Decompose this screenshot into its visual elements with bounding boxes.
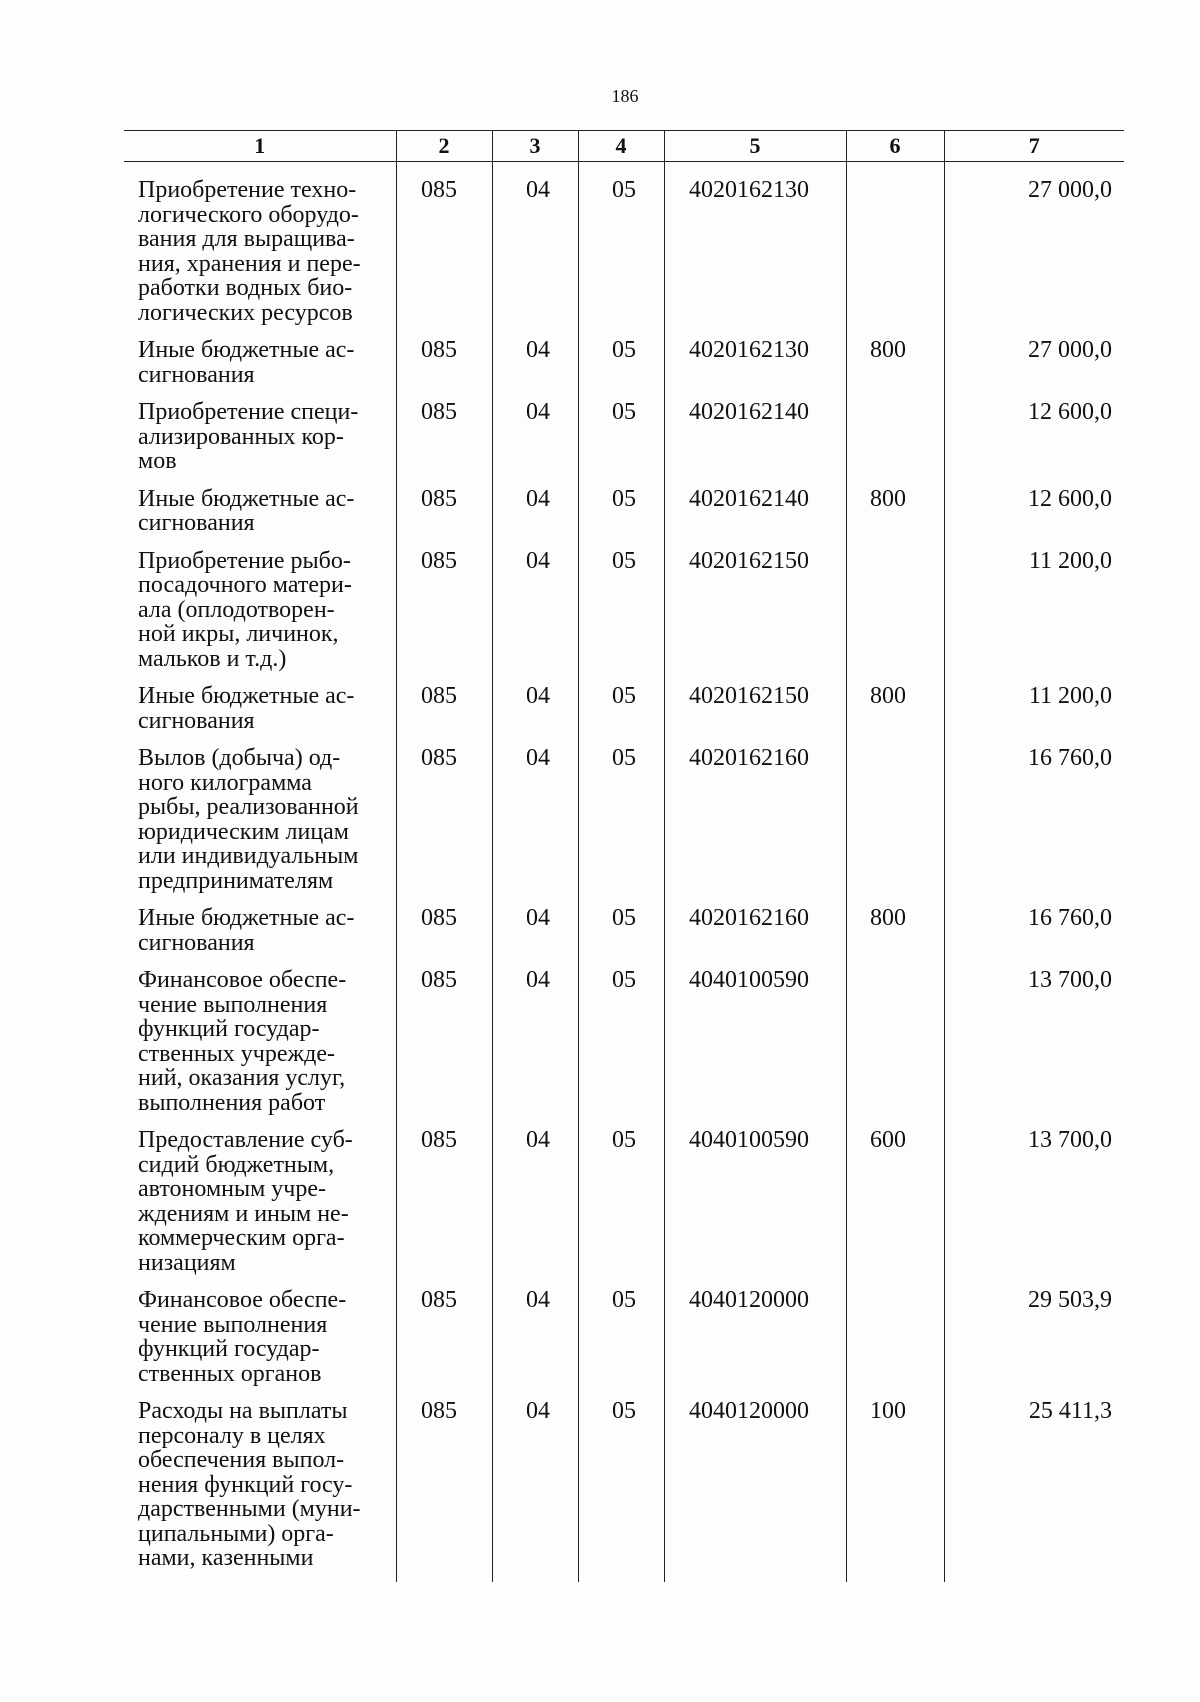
- target-article-cell: 4020162130: [664, 336, 846, 398]
- expense-type-cell: [846, 547, 944, 683]
- amount-cell: 12 600,0: [944, 485, 1124, 547]
- table-row: [124, 904, 1124, 966]
- section-code-cell: 04: [492, 1397, 578, 1582]
- page-number: 186: [611, 86, 639, 106]
- ministry-code-cell: 085: [396, 485, 492, 547]
- section-code-cell: 04: [492, 176, 578, 336]
- amount-cell: 16 760,0: [944, 904, 1124, 966]
- expense-name-cell: Иные бюджетные ас- сигнования: [138, 337, 355, 388]
- amount-cell: 25 411,3: [944, 1397, 1124, 1582]
- expense-name-cell: Иные бюджетные ас- сигнования: [138, 485, 355, 536]
- column-header: 7: [944, 131, 1124, 162]
- section-code-cell: 04: [492, 485, 578, 547]
- ministry-code-cell: 085: [396, 547, 492, 683]
- amount-cell: 11 200,0: [944, 547, 1124, 683]
- column-header: 4: [578, 131, 664, 162]
- ministry-code-cell: 085: [396, 966, 492, 1126]
- column-header: 3: [492, 131, 578, 162]
- ministry-code-cell: 085: [396, 336, 492, 398]
- expense-type-cell: 800: [846, 682, 944, 744]
- subsection-code-cell: 05: [578, 1126, 664, 1286]
- subsection-code-cell: 05: [578, 966, 664, 1126]
- subsection-code-cell: 05: [578, 682, 664, 744]
- table-row: [124, 547, 1124, 683]
- header-spacer: [124, 162, 1124, 177]
- table-row: [124, 682, 1124, 744]
- section-code-cell: 04: [492, 336, 578, 398]
- expense-name-cell: Предоставление суб- сидий бюджетным, автономным учре- ждениям и иным не- коммерческим орга- низациям: [138, 1127, 353, 1276]
- table-row: [124, 1126, 1124, 1286]
- expense-name-cell: Финансовое обеспе- чение выполнения функций государ- ственных учрежде- ний, оказания услуг, выполнения работ: [138, 967, 347, 1116]
- expense-name-cell: Иные бюджетные ас- сигнования: [138, 905, 355, 956]
- column-header: 1: [124, 131, 396, 162]
- expense-type-cell: [846, 398, 944, 485]
- table-row: [124, 744, 1124, 904]
- expense-type-cell: 800: [846, 485, 944, 547]
- subsection-code-cell: 05: [578, 1286, 664, 1397]
- expense-name-cell: Приобретение специ- ализированных кор- мов: [138, 399, 359, 474]
- ministry-code-cell: 085: [396, 398, 492, 485]
- ministry-code-cell: 085: [396, 1286, 492, 1397]
- subsection-code-cell: 05: [578, 904, 664, 966]
- amount-cell: 16 760,0: [944, 744, 1124, 904]
- table-row: [124, 336, 1124, 398]
- table-row: [124, 1397, 1124, 1582]
- ministry-code-cell: 085: [396, 682, 492, 744]
- amount-cell: 27 000,0: [944, 176, 1124, 336]
- budget-table: [124, 130, 1124, 1582]
- target-article-cell: 4020162130: [664, 176, 846, 336]
- target-article-cell: 4040120000: [664, 1397, 846, 1582]
- ministry-code-cell: 085: [396, 1126, 492, 1286]
- table-row: [124, 966, 1124, 1126]
- expense-name-cell: Приобретение техно- логического оборудо- вания для выращива- ния, хранения и пере- работки водных био- логических ресурсов: [138, 177, 361, 326]
- section-code-cell: 04: [492, 966, 578, 1126]
- amount-cell: 12 600,0: [944, 398, 1124, 485]
- amount-cell: 13 700,0: [944, 966, 1124, 1126]
- target-article-cell: 4020162160: [664, 744, 846, 904]
- expense-name-cell: Иные бюджетные ас- сигнования: [138, 683, 355, 734]
- expense-type-cell: [846, 1286, 944, 1397]
- section-code-cell: 04: [492, 904, 578, 966]
- amount-cell: 29 503,9: [944, 1286, 1124, 1397]
- expense-type-cell: [846, 744, 944, 904]
- target-article-cell: 4020162150: [664, 682, 846, 744]
- expense-name-cell: Вылов (добыча) од- ного килограмма рыбы, реализованной юридическим лицам или индивидуальным предпринимателям: [138, 745, 359, 894]
- section-code-cell: 04: [492, 744, 578, 904]
- subsection-code-cell: 05: [578, 176, 664, 336]
- column-header: 6: [846, 131, 944, 162]
- ministry-code-cell: 085: [396, 176, 492, 336]
- amount-cell: 13 700,0: [944, 1126, 1124, 1286]
- section-code-cell: 04: [492, 682, 578, 744]
- subsection-code-cell: 05: [578, 485, 664, 547]
- target-article-cell: 4040100590: [664, 966, 846, 1126]
- table-row: [124, 398, 1124, 485]
- column-header: 2: [396, 131, 492, 162]
- column-header: 5: [664, 131, 846, 162]
- section-code-cell: 04: [492, 547, 578, 683]
- target-article-cell: 4040120000: [664, 1286, 846, 1397]
- section-code-cell: 04: [492, 1126, 578, 1286]
- expense-type-cell: [846, 176, 944, 336]
- target-article-cell: 4020162160: [664, 904, 846, 966]
- expense-type-cell: 800: [846, 336, 944, 398]
- subsection-code-cell: 05: [578, 744, 664, 904]
- table-header-row: [124, 131, 1124, 162]
- subsection-code-cell: 05: [578, 547, 664, 683]
- ministry-code-cell: 085: [396, 744, 492, 904]
- expense-type-cell: 800: [846, 904, 944, 966]
- subsection-code-cell: 05: [578, 398, 664, 485]
- subsection-code-cell: 05: [578, 1397, 664, 1582]
- ministry-code-cell: 085: [396, 1397, 492, 1582]
- expense-name-cell: Расходы на выплаты персоналу в целях обеспечения выпол- нения функций госу- дарственными (муни- ципальными) орга- нами, казенными: [138, 1398, 361, 1571]
- table-row: [124, 485, 1124, 547]
- expense-name-cell: Приобретение рыбо- посадочного матери- ала (оплодотворен- ной икры, личинок, мальков и т.д.): [138, 547, 352, 672]
- expense-name-cell: Финансовое обеспе- чение выполнения функций государ- ственных органов: [138, 1287, 347, 1387]
- target-article-cell: 4040100590: [664, 1126, 846, 1286]
- expense-type-cell: 600: [846, 1126, 944, 1286]
- table-row: [124, 176, 1124, 336]
- ministry-code-cell: 085: [396, 904, 492, 966]
- table-row: [124, 1286, 1124, 1397]
- amount-cell: 27 000,0: [944, 336, 1124, 398]
- expense-type-cell: 100: [846, 1397, 944, 1582]
- target-article-cell: 4020162140: [664, 485, 846, 547]
- expense-type-cell: [846, 966, 944, 1126]
- target-article-cell: 4020162140: [664, 398, 846, 485]
- subsection-code-cell: 05: [578, 336, 664, 398]
- target-article-cell: 4020162150: [664, 547, 846, 683]
- section-code-cell: 04: [492, 1286, 578, 1397]
- section-code-cell: 04: [492, 398, 578, 485]
- amount-cell: 11 200,0: [944, 682, 1124, 744]
